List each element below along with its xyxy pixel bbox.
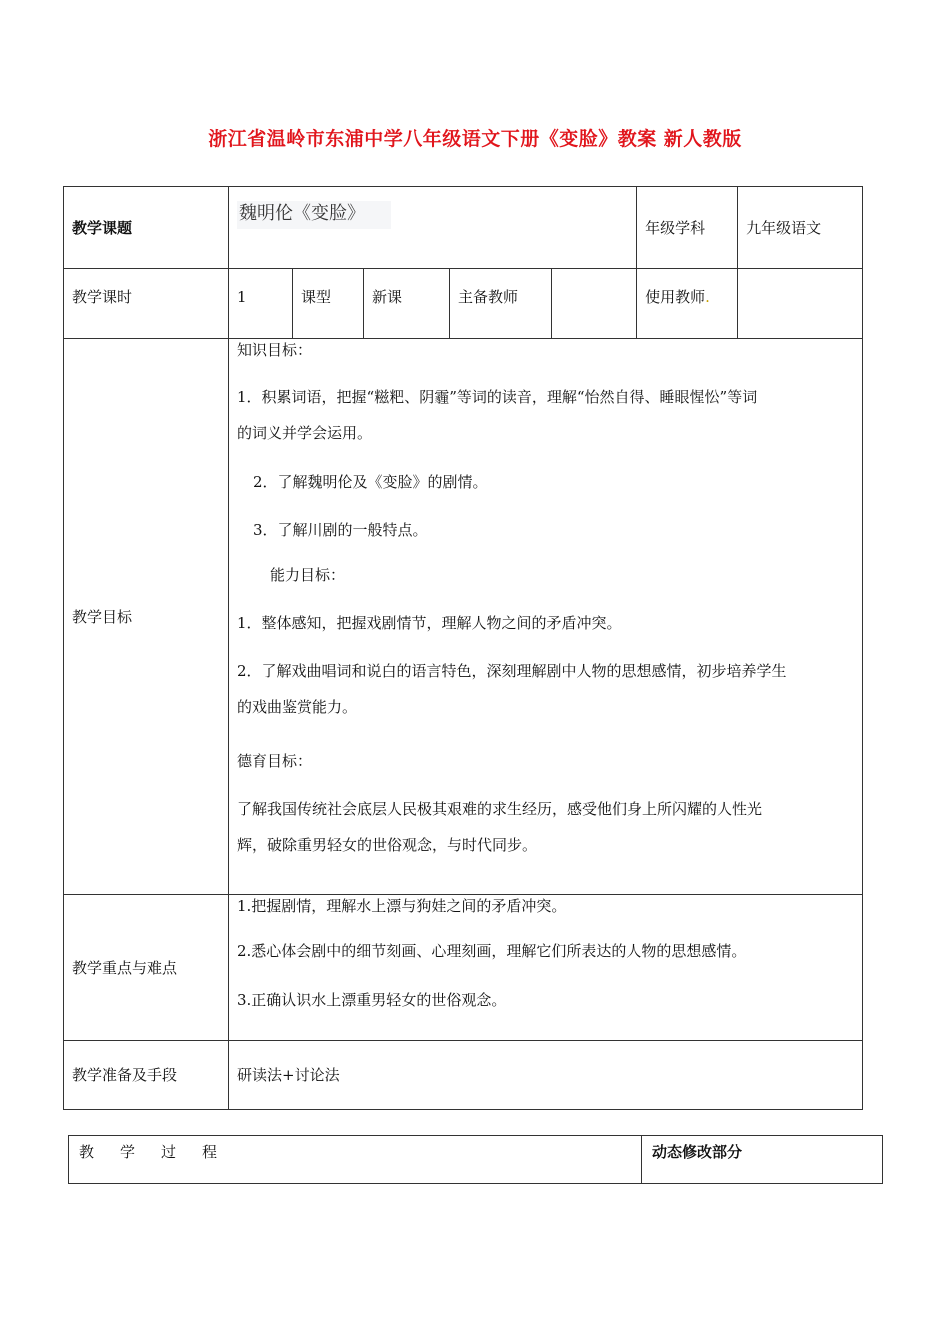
period-row <box>64 269 863 339</box>
grade-subject-label: 年级学科 <box>637 187 738 269</box>
topic-row <box>64 187 863 269</box>
ability-item-2a: 2．了解戏曲唱词和说白的语言特色，深刻理解剧中人物的思想感情，初步培养学生 <box>237 662 787 680</box>
key-point-1: 1.把握剧情，理解水上漂与狗娃之间的矛盾冲突。 <box>237 897 567 915</box>
key-points-label: 教学重点与难点 <box>64 895 229 1041</box>
using-teacher-cell <box>637 269 738 339</box>
using-teacher-value <box>738 269 863 339</box>
document-title: 浙江省温岭市东浦中学八年级语文下册《变脸》教案 新人教版 <box>208 128 742 150</box>
lead-teacher-value <box>552 269 637 339</box>
period-count: 1 <box>229 269 293 339</box>
topic-cell <box>229 187 637 269</box>
moral-item-b: 辉，破除重男轻女的世俗观念，与时代同步。 <box>237 836 538 854</box>
objectives-row <box>64 339 863 895</box>
ability-item-2b: 的戏曲鉴赏能力。 <box>237 698 358 716</box>
moral-heading: 德育目标： <box>237 752 313 770</box>
key-points-row <box>64 895 863 1041</box>
ability-item-1: 1．整体感知，把握戏剧情节，理解人物之间的矛盾冲突。 <box>237 614 622 632</box>
objectives-content <box>229 339 863 895</box>
dynamic-revision-label: 动态修改部分 <box>642 1136 883 1184</box>
teaching-process-table <box>68 1135 883 1184</box>
preparation-label: 教学准备及手段 <box>64 1041 229 1110</box>
key-point-2: 2.悉心体会剧中的细节刻画、心理刻画，理解它们所表达的人物的思想感情。 <box>237 942 747 960</box>
knowledge-item-1a: 1．积累词语，把握“糍粑、阴霾”等词的读音，理解“怡然自得、睡眼惺忪”等词 <box>237 388 758 406</box>
knowledge-item-1b: 的词义并学会运用。 <box>237 424 373 442</box>
ability-heading: 能力目标： <box>270 566 346 584</box>
key-points-content <box>229 895 863 1041</box>
period-label: 教学课时 <box>64 269 229 339</box>
using-teacher-mark: . <box>705 288 710 306</box>
knowledge-heading: 知识目标： <box>237 341 313 359</box>
knowledge-item-3: 3．了解川剧的一般特点。 <box>253 521 428 539</box>
process-label: 教学过程 <box>69 1136 642 1184</box>
topic-value: 魏明伦《变脸》 <box>237 201 391 229</box>
objectives-label: 教学目标 <box>64 339 229 895</box>
lesson-type-label: 课型 <box>293 269 364 339</box>
moral-item-a: 了解我国传统社会底层人民极其艰难的求生经历，感受他们身上所闪耀的人性光 <box>237 800 763 818</box>
grade-subject-value: 九年级语文 <box>738 187 863 269</box>
preparation-row <box>64 1041 863 1110</box>
process-header-row <box>69 1136 883 1184</box>
knowledge-item-2: 2．了解魏明伦及《变脸》的剧情。 <box>253 473 488 491</box>
topic-label: 教学课题 <box>64 187 229 269</box>
preparation-value: 研读法+讨论法 <box>229 1041 863 1110</box>
lesson-plan-table <box>63 186 863 1110</box>
key-point-3: 3.正确认识水上漂重男轻女的世俗观念。 <box>237 991 507 1009</box>
lesson-type-value: 新课 <box>364 269 450 339</box>
lead-teacher-label: 主备教师 <box>450 269 552 339</box>
using-teacher-label: 使用教师 <box>645 288 706 306</box>
